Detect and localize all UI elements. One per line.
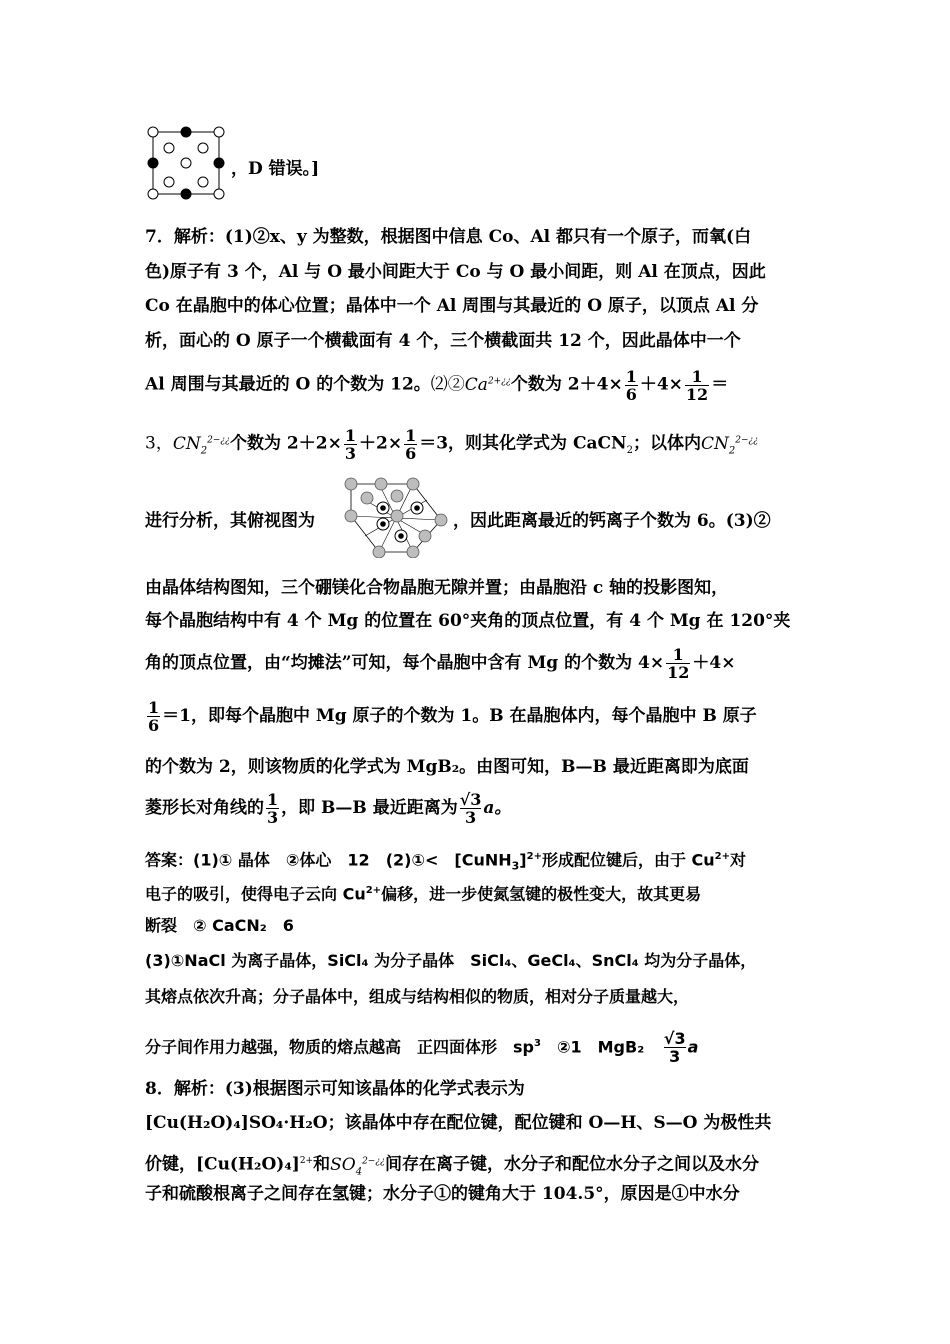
answer-line-1-c: 形成配位键后，由于 Cu xyxy=(541,850,715,870)
cn2-ion-b xyxy=(700,433,759,457)
q7-line-6-formula-sub: 2 xyxy=(626,445,633,457)
q7-line-7b: ，因此距离最近的钙离子个数为 6。(3)② xyxy=(453,511,771,531)
answer-line-2-a: 电子的吸引，使得电子云向 Cu xyxy=(145,884,366,904)
frac-den: 6 xyxy=(148,716,160,735)
q8-line-2: [Cu(H₂O)₄]SO₄·H₂O；该晶体中存在配位键，配位键和 O—H、S—O 为极性共 xyxy=(145,1113,772,1133)
figure-caption: ，D 错误。] xyxy=(231,159,320,179)
cn2-ion-sub: 2 xyxy=(200,445,208,457)
q7-line-6 xyxy=(145,423,758,468)
q7-line-12: 的个数为 2，则该物质的化学式为 MgB₂。由图可知，B—B 最近距离即为底面 xyxy=(145,757,749,777)
q7-line-5-count: 个数为 2＋4× xyxy=(510,374,623,395)
frac-den: 12 xyxy=(667,663,690,682)
fraction-1-3b xyxy=(266,791,279,826)
frac-num: 1 xyxy=(685,368,709,386)
q7-line-4: 析，面心的 O 原子一个横截面有 4 个，三个横截面共 12 个，因此晶体中一个 xyxy=(145,331,741,351)
cn2-ion-symbol: CN xyxy=(172,433,201,454)
fraction-1-12 xyxy=(685,368,709,403)
frac-num: √3 xyxy=(663,1029,686,1049)
q8-line-3-b: 和 xyxy=(313,1154,331,1175)
fraction-1-3 xyxy=(344,427,357,462)
frac-den: 3 xyxy=(669,1047,681,1067)
answer-line-6-a-var: a xyxy=(687,1037,699,1057)
answer-line-2 xyxy=(145,880,701,905)
q8-line-3 xyxy=(145,1146,759,1187)
frac-den: 3 xyxy=(464,808,477,827)
answer-line-1-d: 对 xyxy=(730,850,747,870)
ca-ion-charge: 2+¿¿ xyxy=(487,376,511,386)
q8-line-3-a: 价键，[Cu(H₂O)₄] xyxy=(145,1154,300,1175)
answer-line-2-sup: 2+ xyxy=(365,885,382,896)
answer-line-3: 断裂 ② CaCN₂ 6 xyxy=(145,916,294,935)
answer-line-6-b: ②1 MgB₂ xyxy=(540,1037,645,1057)
q7-line-10-plus: ＋4× xyxy=(692,653,736,673)
answer-line-1 xyxy=(145,846,746,878)
q7-line-6-three: 3， xyxy=(145,433,173,454)
q7-sub-marker: ⑵② xyxy=(430,374,465,395)
ca-ion-symbol: Ca xyxy=(464,374,488,395)
q7-line-10-text: 角的顶点位置，由“均摊法”可知，每个晶胞中含有 Mg 的个数为 4× xyxy=(145,653,665,673)
cn2-ion xyxy=(172,433,231,457)
q8-line-3-c: 间存在离子键，水分子和配位水分子之间以及水分 xyxy=(385,1154,759,1175)
fraction-1-6c xyxy=(147,699,160,734)
q7-line-11-text: ＝1，即每个晶胞中 Mg 原子的个数为 1。B 在晶胞体内，每个晶胞中 B 原子 xyxy=(162,706,757,726)
q7-line-9: 每个晶胞结构中有 4 个 Mg 的位置在 60°夹角的顶点位置，有 4 个 Mg 在 120°夹 xyxy=(145,611,791,631)
top-view-figure xyxy=(341,476,451,558)
q7-line-6-count: 个数为 2＋2× xyxy=(230,433,342,454)
so4-ion-charge: 2−¿¿ xyxy=(362,1156,385,1166)
frac-num: √3 xyxy=(459,790,482,809)
fraction-root3-3 xyxy=(460,791,482,826)
frac-num: 1 xyxy=(666,646,690,664)
frac-den: 3 xyxy=(267,808,279,827)
frac-num: 1 xyxy=(405,425,417,445)
frac-den: 6 xyxy=(625,384,637,404)
q8-line-4: 子和硫酸根离子之间存在氢键；水分子①的键角大于 104.5°，原因是①中水分 xyxy=(145,1184,740,1204)
q7-line-6-tail: ；以体内 xyxy=(632,433,701,454)
answer-line-1-sup2: 2+ xyxy=(714,851,731,862)
answer-line-1-b: ] xyxy=(519,850,527,870)
so4-ion xyxy=(330,1154,385,1178)
answer-root3-3 xyxy=(664,1030,686,1065)
q7-line-5-eq: ＝ xyxy=(711,374,729,395)
q7-line-11 xyxy=(145,698,757,734)
q7-line-6-formula: ＝3，则其化学式为 CaCN xyxy=(419,433,627,454)
q7-line-5-text: Al 周围与其最近的 O 的个数为 12。 xyxy=(145,374,431,395)
answer-line-1-sup: 2+ xyxy=(526,851,542,862)
answer-line-4: (3)①NaCl 为离子晶体，SiCl₄ 为分子晶体 SiCl₄、GeCl₄、SnCl₄ 均为分子晶体， xyxy=(145,951,757,970)
frac-den: 6 xyxy=(405,443,417,463)
fraction-1-6b xyxy=(404,427,417,462)
q7-line-13-a: a。 xyxy=(483,798,512,818)
q7-line-8: 由晶体结构图知，三个硼镁化合物晶胞无隙并置；由晶胞沿 c 轴的投影图知， xyxy=(145,578,729,598)
q7-line-7a: 进行分析，其俯视图为 xyxy=(145,511,315,531)
frac-den: 3 xyxy=(344,443,356,463)
frac-num: 1 xyxy=(267,790,279,809)
answer-line-1-sub: 3 xyxy=(511,859,520,873)
q7-line-3: Co 在晶胞中的体心位置；晶体中一个 Al 周围与其最近的 O 原子，以顶点 Al 分 xyxy=(145,296,759,316)
answer-line-6 xyxy=(145,1024,698,1067)
cn2-ion-symbol: CN xyxy=(700,433,729,454)
so4-ion-sub: 4 xyxy=(355,1166,363,1178)
q7-line-10 xyxy=(145,645,735,681)
answer-line-1-a: 答案：(1)① 晶体 ②体心 12 (2)①< [CuNH xyxy=(145,850,512,870)
answer-line-2-b: 偏移，进一步使氮氢键的极性变大，故其更易 xyxy=(381,884,702,904)
frac-num: 1 xyxy=(625,366,637,386)
q7-line-2: 色)原子有 3 个，Al 与 O 最小间距大于 Co 与 O 最小间距，则 Al 在顶点，因此 xyxy=(145,262,766,282)
so4-ion-symbol: SO xyxy=(330,1154,356,1175)
frac-num: 1 xyxy=(344,425,356,445)
q8-line-1: 8．解析：(3)根据图示可知该晶体的化学式表示为 xyxy=(145,1079,525,1099)
lattice-projection-figure xyxy=(145,122,231,200)
cn2-ion-charge: 2−¿¿ xyxy=(735,435,759,445)
frac-num: 1 xyxy=(148,698,160,717)
q7-line-5 xyxy=(145,364,728,403)
cn2-ion-sub: 2 xyxy=(728,445,736,457)
answer-line-6-sup: 3 xyxy=(533,1038,541,1049)
q7-line-6-plus: ＋2× xyxy=(358,433,403,454)
q7-line-13-text: 菱形长对角线的 xyxy=(145,798,264,818)
q8-line-3-sup: 2+ xyxy=(299,1156,314,1166)
fraction-1-12b xyxy=(666,646,690,681)
answer-line-6-a: 分子间作用力越强，物质的熔点越高 正四面体形 sp xyxy=(145,1037,534,1057)
fraction-1-6 xyxy=(625,368,638,403)
q7-line-13 xyxy=(145,788,511,828)
answer-line-5: 其熔点依次升高；分子晶体中，组成与结构相似的物质，相对分子质量越大， xyxy=(145,987,690,1006)
q7-line-5-plus: ＋4× xyxy=(639,374,683,395)
ca-ion xyxy=(465,375,511,395)
q7-line-1: 7．解析：(1)②x、y 为整数，根据图中信息 Co、Al 都只有一个原子，而氧(白 xyxy=(145,227,752,247)
cn2-ion-charge: 2−¿¿ xyxy=(207,435,231,445)
frac-den: 12 xyxy=(685,384,709,404)
q7-line-13-mid: ，即 B—B 最近距离为 xyxy=(281,798,458,818)
